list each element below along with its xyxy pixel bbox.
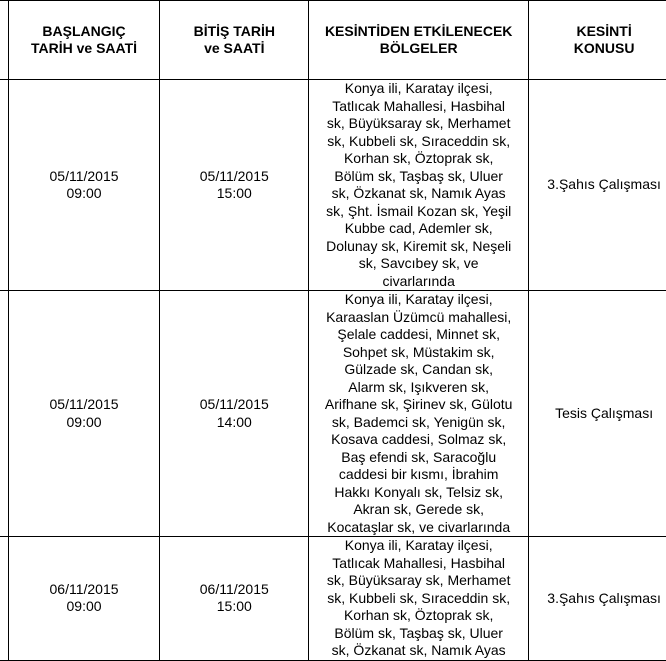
start-datetime-cell-line: 05/11/2015 bbox=[49, 396, 119, 412]
regions-header-line-1: KESİNTİDEN ETKİLENECEK bbox=[324, 22, 513, 39]
end-datetime-header bbox=[160, 1, 309, 80]
leading-cell bbox=[0, 80, 8, 291]
end-datetime-cell-line: 06/11/2015 bbox=[199, 580, 269, 597]
start-datetime-cell bbox=[8, 80, 160, 291]
table-row bbox=[0, 291, 666, 537]
affected-regions-cell-line: sk, Bademci sk, Yenigün sk, bbox=[331, 413, 506, 430]
affected-regions-cell-line: Karaaslan Üzümcü mahallesi, bbox=[326, 308, 512, 325]
affected-regions-cell bbox=[309, 80, 529, 291]
end-datetime-cell bbox=[160, 291, 309, 537]
affected-regions-cell-line: Kosava caddesi, Solmaz sk, bbox=[331, 431, 507, 447]
outage-topic-cell: Tesis Çalışması bbox=[529, 291, 666, 537]
end-datetime-cell-line: 15:00 bbox=[216, 185, 252, 201]
affected-regions-cell-line: sk, Büyüksaray sk, Merhamet bbox=[326, 572, 511, 588]
affected-regions-cell-line: sk, Şht. İsmail Kozan sk, Yeşil bbox=[326, 202, 512, 219]
outage-topic-cell: 3.Şahıs Çalışması bbox=[529, 537, 666, 661]
table-row bbox=[0, 80, 666, 291]
affected-regions-header bbox=[309, 1, 529, 80]
end-datetime-cell-line: 14:00 bbox=[216, 413, 252, 430]
affected-regions-cell-line: Kocataşlar sk, ve civarlarında bbox=[327, 518, 511, 535]
affected-regions-cell-line: Kubbe cad, Ademler sk, bbox=[344, 220, 493, 236]
leading-column-header bbox=[0, 1, 8, 80]
end-datetime-cell-line: 15:00 bbox=[216, 598, 252, 615]
leading-cell bbox=[0, 537, 8, 661]
affected-regions-cell-line: sk, Savcıbey sk, ve bbox=[358, 255, 479, 271]
affected-regions-cell-line: Alarm sk, Işıkveren sk, bbox=[348, 378, 490, 395]
affected-regions-cell-line: Şelale caddesi, Minnet sk, bbox=[337, 326, 500, 342]
affected-regions-cell-line: sk, Büyüksaray sk, Merhamet bbox=[326, 115, 511, 131]
start-datetime-header bbox=[8, 1, 160, 80]
outage-topic-header bbox=[529, 1, 666, 80]
affected-regions-cell-line: Konya ili, Karatay ilçesi, bbox=[344, 537, 493, 553]
table-row bbox=[0, 537, 666, 661]
affected-regions-cell-line: Konya ili, Karatay ilçesi, bbox=[344, 80, 493, 96]
start-datetime-cell-line: 06/11/2015 bbox=[49, 580, 119, 597]
affected-regions-cell-line: sk, Özkanat sk, Namık Ayas bbox=[331, 185, 506, 201]
start-datetime-cell-line: 09:00 bbox=[66, 413, 102, 430]
affected-regions-cell-line: Sohpet sk, Müstakim sk, bbox=[342, 343, 495, 360]
start-header-line-1: BAŞLANGIÇ bbox=[42, 22, 126, 39]
outage-topic-cell: 3.Şahıs Çalışması bbox=[529, 80, 666, 291]
end-datetime-cell-line: 05/11/2015 bbox=[199, 396, 269, 412]
topic-header-line-2: KONUSU bbox=[573, 40, 635, 56]
end-header-line-2: ve SAATİ bbox=[204, 40, 265, 56]
affected-regions-cell-line: sk, Kubbeli sk, Sıraceddin sk, bbox=[327, 589, 511, 606]
affected-regions-cell-line: Korhan sk, Öztoprak sk, bbox=[343, 150, 494, 166]
affected-regions-cell-line: Bölüm sk, Taşbaş sk, Uluer bbox=[334, 167, 503, 184]
affected-regions-cell-line: civarlarında bbox=[382, 272, 455, 289]
end-header-line-1: BİTİŞ TARİH bbox=[193, 22, 275, 39]
affected-regions-cell-line: sk, Kubbeli sk, Sıraceddin sk, bbox=[327, 132, 511, 149]
affected-regions-cell bbox=[309, 291, 529, 537]
leading-cell bbox=[0, 291, 8, 537]
affected-regions-cell-line: Bölüm sk, Taşbaş sk, Uluer bbox=[334, 624, 503, 641]
affected-regions-cell-line: Tatlıcak Mahallesi, Hasbihal bbox=[332, 554, 506, 571]
start-datetime-cell-line: 09:00 bbox=[66, 185, 102, 201]
start-datetime-cell bbox=[8, 537, 160, 661]
header-row bbox=[0, 1, 666, 80]
affected-regions-cell-line: sk, Özkanat sk, Namık Ayas bbox=[331, 642, 506, 658]
affected-regions-cell-line: Akran sk, Gerede sk, bbox=[353, 501, 485, 517]
end-datetime-cell bbox=[160, 537, 309, 661]
affected-regions-cell-line: Tatlıcak Mahallesi, Hasbihal bbox=[332, 97, 506, 114]
affected-regions-cell-line: Gülzade sk, Candan sk, bbox=[344, 361, 493, 377]
affected-regions-cell-line: caddesi bir kısmı, İbrahim bbox=[338, 466, 499, 482]
topic-header-line-1: KESİNTİ bbox=[576, 22, 632, 39]
start-datetime-cell-line: 09:00 bbox=[66, 598, 102, 615]
end-datetime-cell bbox=[160, 80, 309, 291]
start-datetime-cell bbox=[8, 291, 160, 537]
start-datetime-cell-line: 05/11/2015 bbox=[49, 167, 119, 184]
affected-regions-cell bbox=[309, 537, 529, 661]
affected-regions-cell-line: Baş efendi sk, Saracoğlu bbox=[341, 448, 497, 465]
start-header-line-2: TARİH ve SAATİ bbox=[31, 40, 138, 56]
affected-regions-cell-line: Arifhane sk, Şirinev sk, Gülotu bbox=[324, 396, 513, 412]
affected-regions-cell-line: Korhan sk, Öztoprak sk, bbox=[343, 607, 494, 623]
affected-regions-cell-line: Dolunay sk, Kiremit sk, Neşeli bbox=[326, 237, 512, 254]
end-datetime-cell-line: 05/11/2015 bbox=[199, 167, 269, 184]
regions-header-line-2: BÖLGELER bbox=[379, 40, 458, 56]
affected-regions-cell-line: Konya ili, Karatay ilçesi, bbox=[344, 291, 493, 307]
affected-regions-cell-line: Hakkı Konyalı sk, Telsiz sk, bbox=[334, 483, 503, 500]
